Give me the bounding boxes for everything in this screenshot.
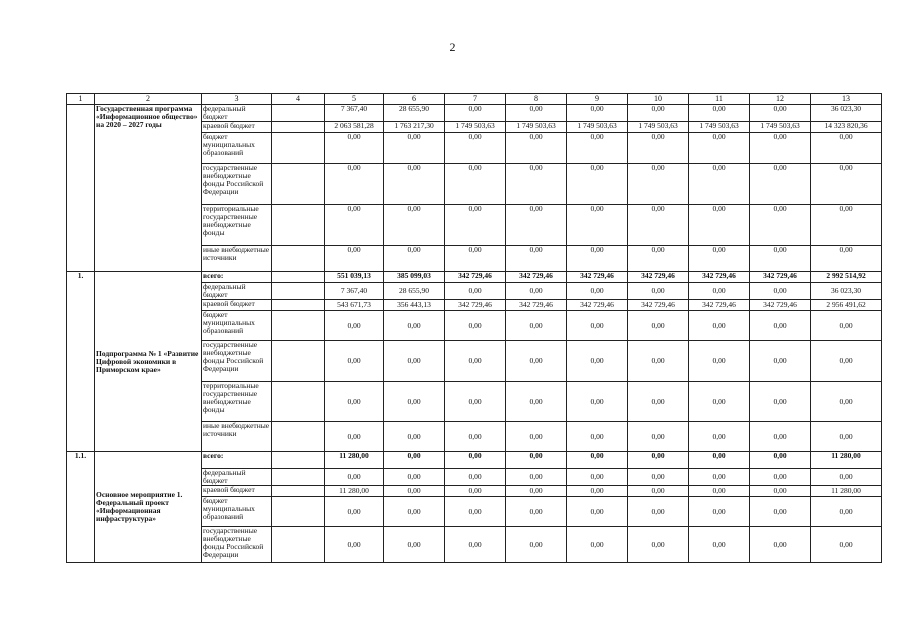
value-cell: 0,00 <box>628 469 689 486</box>
value-cell: 0,00 <box>384 164 445 205</box>
value-cell: 0,00 <box>750 164 811 205</box>
value-cell: 0,00 <box>567 486 628 497</box>
value-cell: 0,00 <box>506 469 567 486</box>
value-cell: 0,00 <box>750 497 811 527</box>
value-cell: 0,00 <box>325 311 384 341</box>
value-cell: 0,00 <box>325 422 384 452</box>
empty-cell <box>272 497 325 527</box>
value-cell: 0,00 <box>384 527 445 563</box>
value-cell: 0,00 <box>445 164 506 205</box>
value-cell: 0,00 <box>750 205 811 246</box>
value-cell: 0,00 <box>506 486 567 497</box>
value-cell: 0,00 <box>567 283 628 300</box>
value-cell: 342 729,46 <box>567 300 628 311</box>
value-cell: 0,00 <box>811 205 882 246</box>
value-cell: 0,00 <box>811 527 882 563</box>
value-cell: 14 323 820,36 <box>811 122 882 133</box>
column-header: 7 <box>445 94 506 105</box>
value-cell: 342 729,46 <box>628 300 689 311</box>
column-header: 13 <box>811 94 882 105</box>
value-cell: 0,00 <box>506 382 567 422</box>
funding-source: бюджет муниципальных образований <box>202 133 272 164</box>
value-cell: 0,00 <box>689 382 750 422</box>
funding-source: федеральный бюджет <box>202 469 272 486</box>
value-cell: 0,00 <box>689 246 750 272</box>
value-cell: 0,00 <box>445 382 506 422</box>
value-cell: 0,00 <box>325 164 384 205</box>
value-cell: 11 280,00 <box>811 486 882 497</box>
value-cell: 0,00 <box>628 486 689 497</box>
value-cell: 0,00 <box>384 422 445 452</box>
value-cell: 36 023,30 <box>811 105 882 122</box>
section-index: 1. <box>67 272 95 452</box>
section-index: 1.1. <box>67 452 95 563</box>
value-cell: 0,00 <box>445 527 506 563</box>
value-cell: 0,00 <box>506 164 567 205</box>
value-cell: 0,00 <box>325 205 384 246</box>
value-cell: 0,00 <box>689 486 750 497</box>
column-header-row <box>67 94 882 105</box>
value-cell: 0,00 <box>689 469 750 486</box>
value-cell: 0,00 <box>506 341 567 382</box>
value-cell: 0,00 <box>689 311 750 341</box>
value-cell: 342 729,46 <box>750 272 811 283</box>
value-cell: 0,00 <box>567 246 628 272</box>
value-cell: 0,00 <box>384 246 445 272</box>
value-cell: 0,00 <box>445 497 506 527</box>
value-cell: 0,00 <box>445 422 506 452</box>
value-cell: 36 023,30 <box>811 283 882 300</box>
value-cell: 342 729,46 <box>689 300 750 311</box>
value-cell: 0,00 <box>811 311 882 341</box>
value-cell: 0,00 <box>567 105 628 122</box>
value-cell: 2 956 491,62 <box>811 300 882 311</box>
value-cell: 0,00 <box>628 527 689 563</box>
value-cell: 0,00 <box>445 452 506 469</box>
column-header: 10 <box>628 94 689 105</box>
value-cell: 0,00 <box>750 382 811 422</box>
empty-cell <box>272 246 325 272</box>
empty-cell <box>272 122 325 133</box>
column-header: 1 <box>67 94 95 105</box>
value-cell: 0,00 <box>445 311 506 341</box>
value-cell: 0,00 <box>567 133 628 164</box>
value-cell: 0,00 <box>750 341 811 382</box>
value-cell: 0,00 <box>628 311 689 341</box>
value-cell: 0,00 <box>750 527 811 563</box>
budget-table <box>66 93 882 563</box>
value-cell: 0,00 <box>689 205 750 246</box>
column-header: 2 <box>95 94 202 105</box>
value-cell: 7 367,40 <box>325 105 384 122</box>
value-cell: 0,00 <box>506 497 567 527</box>
value-cell: 342 729,46 <box>628 272 689 283</box>
value-cell: 0,00 <box>811 497 882 527</box>
funding-source: иные внебюджетные источники <box>202 422 272 452</box>
funding-source: краевой бюджет <box>202 122 272 133</box>
value-cell: 0,00 <box>811 469 882 486</box>
value-cell: 0,00 <box>567 382 628 422</box>
funding-source: государственные внебюджетные фонды Российской Федерации <box>202 527 272 563</box>
value-cell: 0,00 <box>445 205 506 246</box>
value-cell: 0,00 <box>628 246 689 272</box>
empty-cell <box>272 341 325 382</box>
empty-cell <box>272 422 325 452</box>
value-cell: 543 671,73 <box>325 300 384 311</box>
value-cell: 342 729,46 <box>567 272 628 283</box>
value-cell: 0,00 <box>689 164 750 205</box>
section-index <box>67 105 95 272</box>
value-cell: 2 992 514,92 <box>811 272 882 283</box>
value-cell: 0,00 <box>567 205 628 246</box>
column-header: 11 <box>689 94 750 105</box>
value-cell: 1 749 503,63 <box>750 122 811 133</box>
empty-cell <box>272 205 325 246</box>
value-cell: 1 763 217,30 <box>384 122 445 133</box>
table-row <box>67 452 882 469</box>
value-cell: 0,00 <box>445 469 506 486</box>
value-cell: 0,00 <box>567 422 628 452</box>
value-cell: 0,00 <box>384 469 445 486</box>
value-cell: 0,00 <box>750 246 811 272</box>
value-cell: 0,00 <box>325 133 384 164</box>
value-cell: 551 039,13 <box>325 272 384 283</box>
value-cell: 0,00 <box>750 452 811 469</box>
empty-cell <box>272 469 325 486</box>
value-cell: 11 280,00 <box>325 486 384 497</box>
column-header: 6 <box>384 94 445 105</box>
value-cell: 0,00 <box>567 164 628 205</box>
funding-source: краевой бюджет <box>202 486 272 497</box>
value-cell: 385 099,03 <box>384 272 445 283</box>
value-cell: 0,00 <box>445 246 506 272</box>
value-cell: 28 655,90 <box>384 105 445 122</box>
table-row <box>67 105 882 122</box>
empty-cell <box>272 283 325 300</box>
value-cell: 0,00 <box>628 205 689 246</box>
value-cell: 1 749 503,63 <box>445 122 506 133</box>
empty-cell <box>272 382 325 422</box>
empty-cell <box>272 300 325 311</box>
value-cell: 0,00 <box>384 497 445 527</box>
value-cell: 0,00 <box>628 382 689 422</box>
funding-source: федеральный бюджет <box>202 283 272 300</box>
value-cell: 0,00 <box>384 133 445 164</box>
value-cell: 342 729,46 <box>506 300 567 311</box>
empty-cell <box>272 164 325 205</box>
empty-cell <box>272 272 325 283</box>
value-cell: 0,00 <box>689 105 750 122</box>
value-cell: 0,00 <box>567 452 628 469</box>
value-cell: 0,00 <box>689 497 750 527</box>
funding-source: бюджет муниципальных образований <box>202 311 272 341</box>
value-cell: 342 729,46 <box>506 272 567 283</box>
value-cell: 0,00 <box>325 469 384 486</box>
empty-cell <box>272 486 325 497</box>
value-cell: 0,00 <box>384 205 445 246</box>
value-cell: 0,00 <box>811 133 882 164</box>
column-header: 3 <box>202 94 272 105</box>
value-cell: 0,00 <box>506 422 567 452</box>
value-cell: 11 280,00 <box>325 452 384 469</box>
column-header: 8 <box>506 94 567 105</box>
empty-cell <box>272 452 325 469</box>
value-cell: 0,00 <box>567 341 628 382</box>
value-cell: 0,00 <box>750 486 811 497</box>
funding-source: государственные внебюджетные фонды Российской Федерации <box>202 164 272 205</box>
value-cell: 0,00 <box>506 133 567 164</box>
value-cell: 0,00 <box>325 382 384 422</box>
value-cell: 0,00 <box>325 341 384 382</box>
value-cell: 0,00 <box>811 422 882 452</box>
value-cell: 0,00 <box>811 164 882 205</box>
value-cell: 0,00 <box>384 311 445 341</box>
table-row <box>67 272 882 283</box>
value-cell: 0,00 <box>384 486 445 497</box>
value-cell: 0,00 <box>750 133 811 164</box>
value-cell: 0,00 <box>750 311 811 341</box>
value-cell: 0,00 <box>628 497 689 527</box>
value-cell: 1 749 503,63 <box>506 122 567 133</box>
value-cell: 0,00 <box>567 469 628 486</box>
section-name: Подпрограмма № 1 «Развитие Цифровой экономики в Приморском крае» <box>95 272 202 452</box>
value-cell: 28 655,90 <box>384 283 445 300</box>
column-header: 9 <box>567 94 628 105</box>
empty-cell <box>272 105 325 122</box>
value-cell: 0,00 <box>628 133 689 164</box>
value-cell: 0,00 <box>506 283 567 300</box>
funding-source: федеральный бюджет <box>202 105 272 122</box>
value-cell: 0,00 <box>506 452 567 469</box>
value-cell: 0,00 <box>445 341 506 382</box>
funding-source: иные внебюджетные источники <box>202 246 272 272</box>
empty-cell <box>272 527 325 563</box>
value-cell: 0,00 <box>506 246 567 272</box>
value-cell: 356 443,13 <box>384 300 445 311</box>
value-cell: 0,00 <box>750 283 811 300</box>
value-cell: 0,00 <box>325 246 384 272</box>
funding-source: всего: <box>202 452 272 469</box>
value-cell: 0,00 <box>689 341 750 382</box>
value-cell: 0,00 <box>628 105 689 122</box>
value-cell: 7 367,40 <box>325 283 384 300</box>
value-cell: 0,00 <box>384 452 445 469</box>
funding-source: краевой бюджет <box>202 300 272 311</box>
value-cell: 342 729,46 <box>445 272 506 283</box>
value-cell: 1 749 503,63 <box>628 122 689 133</box>
value-cell: 0,00 <box>689 133 750 164</box>
value-cell: 0,00 <box>506 311 567 341</box>
funding-source: всего: <box>202 272 272 283</box>
empty-cell <box>272 133 325 164</box>
value-cell: 0,00 <box>506 105 567 122</box>
funding-source: бюджет муниципальных образований <box>202 497 272 527</box>
value-cell: 0,00 <box>445 105 506 122</box>
page-number: 2 <box>449 40 456 54</box>
value-cell: 0,00 <box>506 205 567 246</box>
value-cell: 1 749 503,63 <box>689 122 750 133</box>
value-cell: 0,00 <box>325 527 384 563</box>
value-cell: 0,00 <box>628 164 689 205</box>
value-cell: 342 729,46 <box>750 300 811 311</box>
value-cell: 0,00 <box>750 105 811 122</box>
value-cell: 0,00 <box>506 527 567 563</box>
value-cell: 0,00 <box>445 283 506 300</box>
value-cell: 0,00 <box>689 422 750 452</box>
value-cell: 2 063 581,28 <box>325 122 384 133</box>
value-cell: 0,00 <box>689 452 750 469</box>
value-cell: 342 729,46 <box>445 300 506 311</box>
value-cell: 0,00 <box>689 283 750 300</box>
value-cell: 0,00 <box>384 382 445 422</box>
value-cell: 0,00 <box>811 246 882 272</box>
value-cell: 0,00 <box>445 133 506 164</box>
value-cell: 1 749 503,63 <box>567 122 628 133</box>
value-cell: 0,00 <box>567 497 628 527</box>
column-header: 12 <box>750 94 811 105</box>
value-cell: 0,00 <box>628 341 689 382</box>
column-header: 4 <box>272 94 325 105</box>
value-cell: 0,00 <box>567 311 628 341</box>
value-cell: 0,00 <box>689 527 750 563</box>
value-cell: 0,00 <box>750 422 811 452</box>
value-cell: 0,00 <box>567 527 628 563</box>
funding-source: территориальные государственные внебюджетные фонды <box>202 205 272 246</box>
empty-cell <box>272 311 325 341</box>
value-cell: 0,00 <box>628 452 689 469</box>
section-name: Основное мероприятие 1. Федеральный проект «Информационная инфраструктура» <box>95 452 202 563</box>
section-name: Государственная программа «Информационное общество» на 2020 – 2027 годы <box>95 105 202 272</box>
value-cell: 0,00 <box>628 283 689 300</box>
value-cell: 0,00 <box>811 382 882 422</box>
value-cell: 0,00 <box>628 422 689 452</box>
value-cell: 11 280,00 <box>811 452 882 469</box>
value-cell: 0,00 <box>384 341 445 382</box>
funding-source: территориальные государственные внебюджетные фонды <box>202 382 272 422</box>
value-cell: 0,00 <box>750 469 811 486</box>
value-cell: 0,00 <box>811 341 882 382</box>
value-cell: 342 729,46 <box>689 272 750 283</box>
value-cell: 0,00 <box>445 486 506 497</box>
value-cell: 0,00 <box>325 497 384 527</box>
funding-source: государственные внебюджетные фонды Российской Федерации <box>202 341 272 382</box>
column-header: 5 <box>325 94 384 105</box>
